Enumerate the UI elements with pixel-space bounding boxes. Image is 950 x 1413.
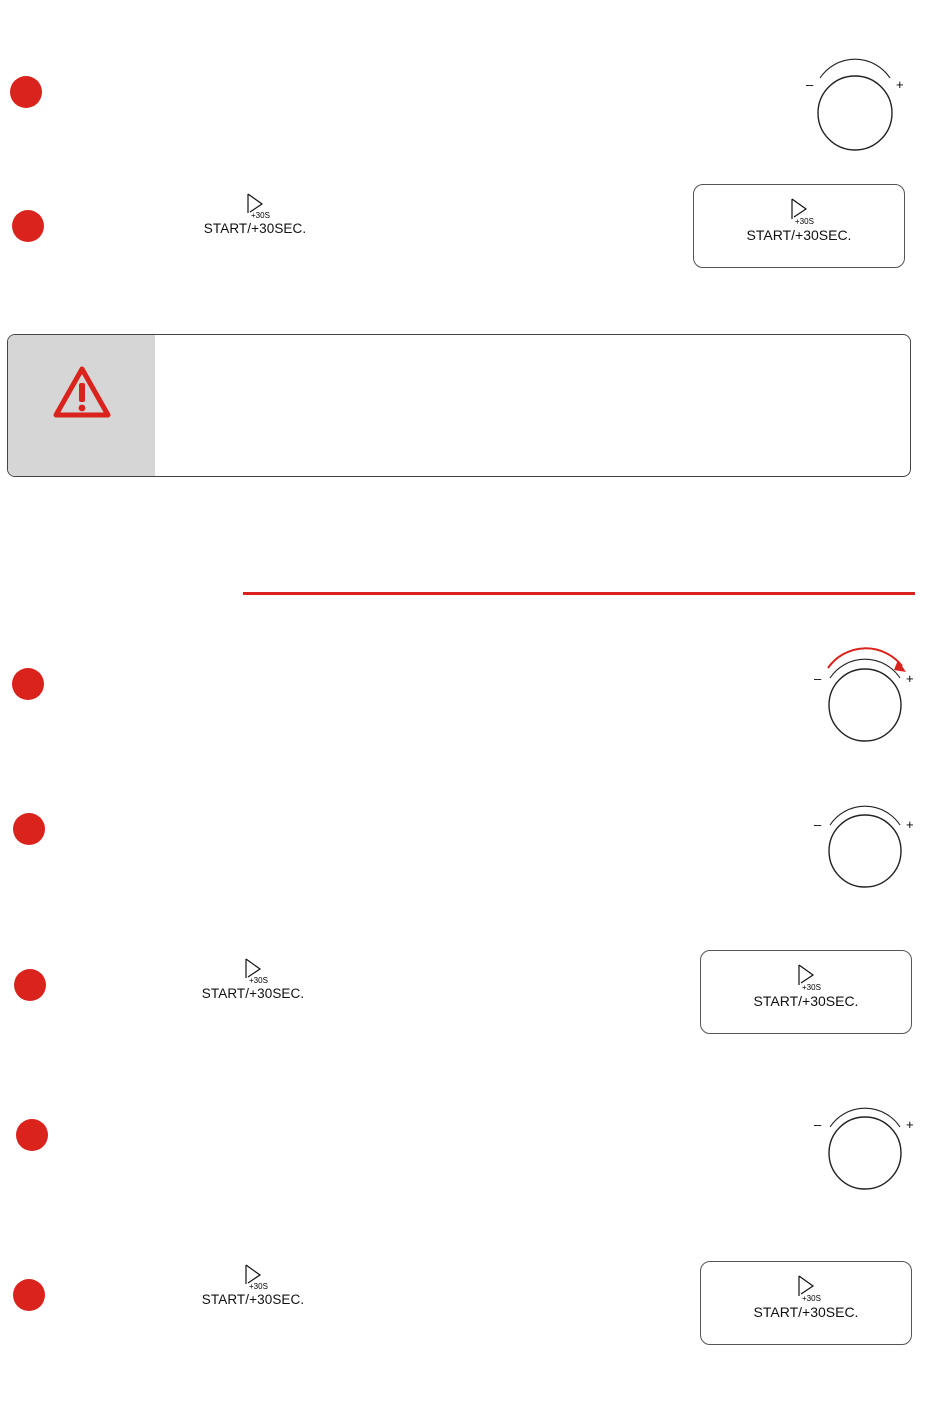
start-button-inline (183, 958, 323, 1001)
step-bullet (16, 1119, 48, 1151)
svg-text:+: + (906, 671, 914, 686)
svg-text:+30S: +30S (802, 983, 821, 991)
start-button-label: START/+30SEC. (753, 993, 859, 1009)
start-button-inline (185, 193, 325, 236)
start-button-label: START/+30SEC. (201, 1292, 305, 1307)
step-bullet (14, 969, 46, 1001)
step-bullet (10, 76, 42, 108)
dial-plus-label: + (896, 77, 904, 92)
dial-icon (810, 1094, 920, 1194)
step-bullet (12, 210, 44, 242)
section-divider (243, 592, 915, 595)
svg-text:–: – (814, 671, 822, 686)
dial-turn-icon (810, 642, 920, 742)
warning-triangle-icon (52, 365, 112, 421)
step-bullet (12, 668, 44, 700)
play-30s-icon (238, 193, 272, 219)
warning-box (7, 334, 911, 477)
start-button-label: START/+30SEC. (753, 1304, 859, 1320)
start-button[interactable] (700, 950, 912, 1034)
play-30s-icon (789, 1274, 823, 1302)
warning-sidebar (8, 335, 155, 476)
start-button[interactable] (693, 184, 905, 268)
svg-text:+30S: +30S (249, 1282, 268, 1290)
svg-text:–: – (814, 1117, 822, 1132)
step-bullet (13, 813, 45, 845)
warning-text (178, 355, 890, 456)
svg-text:–: – (814, 817, 822, 832)
start-button[interactable] (700, 1261, 912, 1345)
svg-text:+30S: +30S (802, 1294, 821, 1302)
svg-text:+30S: +30S (795, 217, 814, 225)
svg-text:+: + (906, 1117, 914, 1132)
play-30s-icon (236, 958, 270, 984)
step-bullet (13, 1279, 45, 1311)
start-button-label: START/+30SEC. (746, 227, 852, 243)
start-button-label: START/+30SEC. (203, 221, 307, 236)
svg-text:+: + (906, 817, 914, 832)
svg-text:+30S: +30S (251, 211, 270, 219)
play-30s-icon (782, 197, 816, 225)
dial-icon (810, 792, 920, 892)
start-button-inline (183, 1264, 323, 1307)
play-30s-icon (789, 963, 823, 991)
play-30s-icon (236, 1264, 270, 1290)
start-button-label: START/+30SEC. (201, 986, 305, 1001)
svg-text:+30S: +30S (249, 976, 268, 984)
dial-icon (800, 56, 910, 156)
dial-minus-label: – (806, 77, 814, 92)
